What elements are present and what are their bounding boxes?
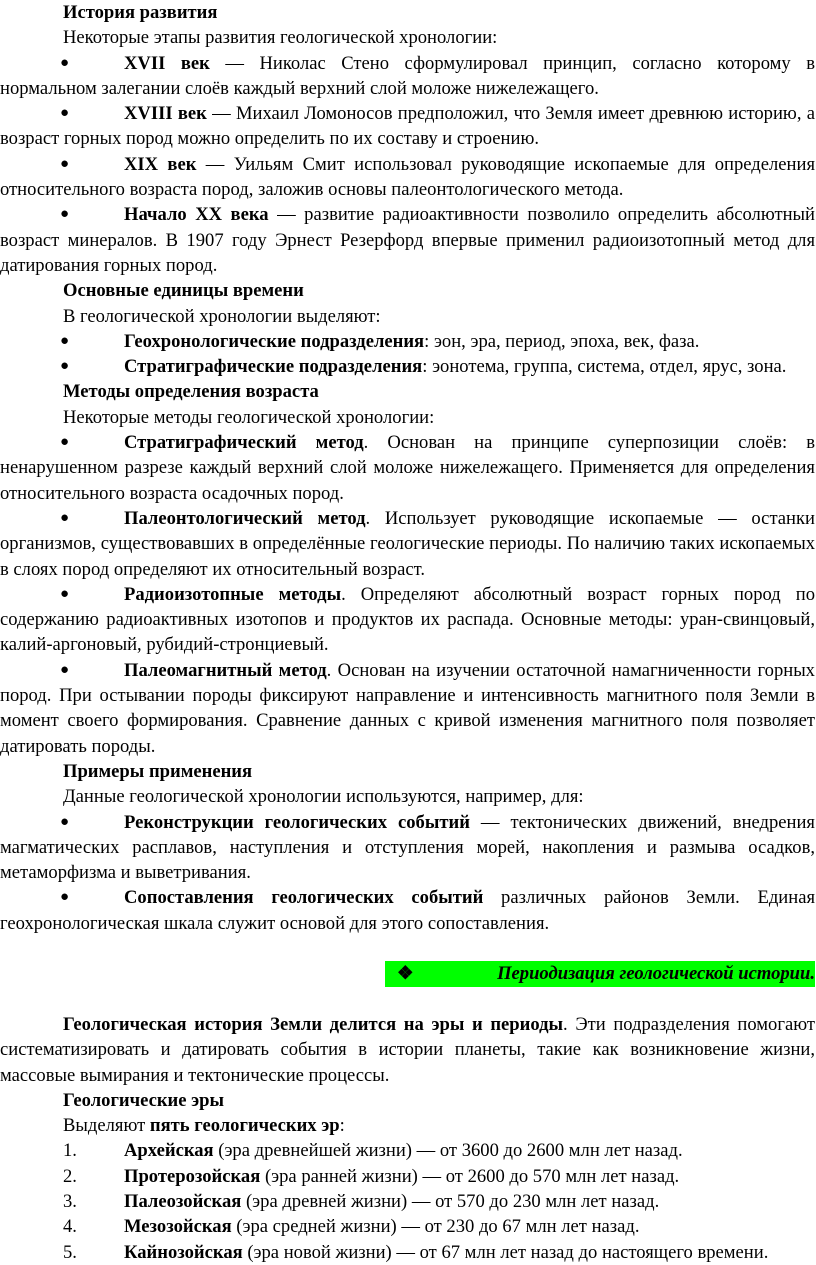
bullet-icon: ● (60, 509, 70, 526)
periodization-lead (0, 1012, 815, 1088)
list-item (0, 202, 815, 278)
list-item-text: . Основан на принципе суперпозиции слоёв: в ненарушенном разрезе каждый верхний слой моложе нижележащего. Применяется для определения относительного возраста осадочных пород. (0, 432, 815, 504)
methods-intro: Некоторые методы геологической хронологии: (63, 406, 435, 428)
list-item-text: . Основан на изучении остаточной намагниченности горных пород. При остывании породы фиксируют направление и интенсивность магнитного поля Земли в момент своего формирования. Сравнение данных с кривой изменения магнитного поля позволяет датировать породы. (0, 659, 815, 757)
bullet-icon: ● (60, 434, 70, 451)
era-number: 4. (63, 1216, 77, 1238)
list-item-term: Палеомагнитный метод (124, 659, 327, 681)
units-intro: В геологической хронологии выделяют: (63, 305, 381, 327)
era-name: Палеозойская (124, 1191, 242, 1213)
lead-bold: Геологическая история Земли делится на эры и периоды (63, 1013, 564, 1035)
era-item (0, 1164, 815, 1189)
bullet-icon: ● (60, 54, 70, 71)
history-heading: История развития (63, 2, 218, 23)
era-number: 5. (63, 1241, 77, 1263)
eras-intro-suffix: : (339, 1115, 345, 1137)
era-number: 3. (63, 1191, 77, 1213)
bullet-icon: ● (60, 332, 70, 349)
diamond-bullet-icon: ❖ (397, 962, 414, 984)
spacer (0, 987, 815, 1012)
examples-intro: Данные геологической хронологии используются, например, для: (63, 786, 584, 808)
list-item-term: XVII век (124, 52, 210, 74)
era-name: Протерозойская (124, 1165, 261, 1187)
era-number: 2. (63, 1165, 77, 1187)
list-item-term: Реконструкции геологических событий (124, 811, 470, 833)
list-item-term: Геохронологические подразделения (124, 330, 425, 352)
list-item (0, 885, 815, 936)
list-item-term: Радиоизотопные методы (124, 583, 342, 605)
list-item-term: Сопоставления геологических событий (124, 887, 484, 909)
era-text: (эра новой жизни) — от 67 млн лет назад до настоящего времени. (242, 1241, 769, 1263)
list-item (0, 152, 815, 203)
spacer (0, 936, 815, 961)
era-number: 1. (63, 1140, 77, 1162)
list-item-text: различных районов Земли. Единая геохронологическая шкала служит основой для этого сопоставления. (0, 887, 815, 934)
methods-heading: Методы определения возраста (63, 381, 319, 403)
list-item (0, 51, 815, 102)
eras-intro-prefix: Выделяют (63, 1115, 150, 1137)
list-item-text: — Уильям Смит использовал руководящие ископаемые для определения относительного возраста пород, заложив основы палеонтологического метода. (0, 153, 815, 201)
eras-heading: Геологические эры (63, 1089, 225, 1111)
list-item-text: — развитие радиоактивности позволило определить абсолютный возраст минералов. В 1907 году Эрнест Резерфорд впервые применил радиоизотопный метод для датирования горных пород. (0, 204, 815, 276)
examples-heading: Примеры применения (63, 760, 253, 782)
bullet-icon: ● (60, 585, 70, 602)
list-item-text: — Николас Стено сформулировал принцип, согласно которому в нормальном залегании слоёв каждый верхний слой моложе нижележащего. (0, 52, 815, 99)
era-name: Архейская (124, 1140, 214, 1162)
list-item (0, 101, 815, 152)
bullet-icon: ● (60, 889, 70, 906)
era-name: Кайнозойская (124, 1241, 243, 1263)
bullet-icon: ● (60, 661, 70, 678)
era-item (0, 1138, 815, 1163)
list-item (0, 810, 815, 886)
section-title-periodization (385, 961, 815, 987)
list-item-term: XIX век (124, 153, 197, 175)
list-item-text: — тектонических движений, внедрения магматических расплавов, наступления и отступления морей, накопления и размыва осадков, метаморфизма и выветривания. (0, 811, 815, 884)
list-item (0, 506, 815, 582)
list-item (0, 329, 815, 354)
bullet-icon: ● (60, 358, 70, 375)
list-item-text: . Использует руководящие ископаемые — останки организмов, существовавших в определённые геологические периоды. По наличию таких ископаемых в слоях пород определяют их относительный возраст. (0, 507, 815, 580)
era-text: (эра ранней жизни) — от 2600 до 570 млн лет назад. (260, 1165, 680, 1187)
bullet-icon: ● (60, 813, 70, 830)
list-item-text: : эонотема, группа, система, отдел, ярус, зона. (422, 356, 787, 378)
bullet-icon: ● (60, 105, 70, 122)
era-text: (эра древнейшей жизни) — от 3600 до 2600 млн лет назад. (213, 1140, 683, 1162)
list-item-term: Начало XX века (124, 204, 269, 226)
list-item (0, 354, 815, 379)
list-item-text: : эон, эра, период, эпоха, век, фаза. (424, 330, 700, 352)
list-item-term: Стратиграфический метод (124, 432, 364, 454)
era-item (0, 1240, 815, 1265)
list-item-term: Палеонтологический метод (124, 507, 366, 529)
list-item (0, 430, 815, 506)
eras-intro-bold: пять геологических эр (149, 1115, 340, 1137)
era-text: (эра средней жизни) — от 230 до 67 млн лет назад. (231, 1216, 640, 1238)
list-item (0, 658, 815, 759)
eras-intro (0, 1113, 815, 1138)
history-intro: Некоторые этапы развития геологической хронологии: (63, 27, 498, 49)
list-item-term: XVIII век (124, 103, 207, 125)
list-item (0, 582, 815, 658)
era-item (0, 1189, 815, 1214)
section-title-text: Периодизация геологической истории. (497, 962, 815, 984)
list-item-text: — Михаил Ломоносов предположил, что Земля имеет древнюю историю, а возраст горных пород можно определить по их составу и строению. (0, 103, 815, 150)
bullet-icon: ● (60, 155, 70, 172)
era-item (0, 1214, 815, 1239)
list-item-text: . Определяют абсолютный возраст горных пород по содержанию радиоактивных изотопов и продуктов их распада. Основные методы: уран-свинцовый, калий-аргоновый, рубидий-стронциевый. (0, 583, 815, 656)
list-item-term: Стратиграфические подразделения (124, 356, 423, 378)
units-heading: Основные единицы времени (63, 280, 304, 302)
era-name: Мезозойская (124, 1216, 232, 1238)
bullet-icon: ● (60, 206, 70, 223)
lead-rest: . Эти подразделения помогают систематизировать и датировать события в истории планеты, такие как возникновение жизни, массовые вымирания и тектонические процессы. (0, 1013, 816, 1086)
era-text: (эра древней жизни) — от 570 до 230 млн лет назад. (241, 1191, 660, 1213)
